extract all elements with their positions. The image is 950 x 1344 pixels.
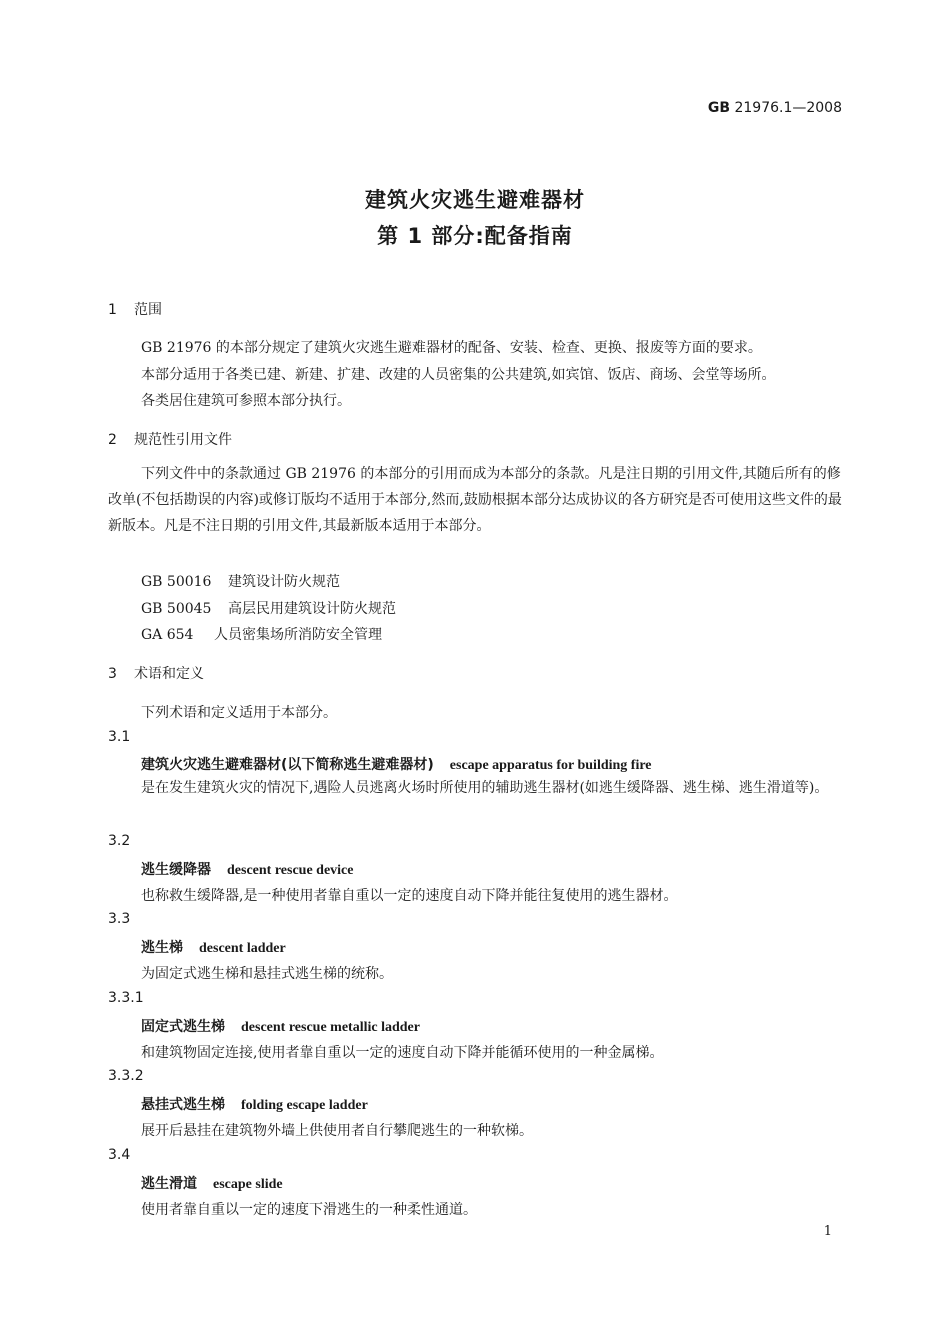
section-3-intro: 下列术语和定义适用于本部分。 <box>141 705 337 721</box>
ref-item: GB 50016 建筑设计防火规范 <box>141 574 340 590</box>
term-number: 3.1 <box>108 729 131 745</box>
page-number: 1 <box>823 1224 832 1239</box>
section-1-para-3: 各类居住建筑可参照本部分执行。 <box>141 393 351 409</box>
term-number: 3.2 <box>108 833 131 849</box>
section-2-heading: 2 规范性引用文件 <box>108 432 232 448</box>
term-heading: 逃生缓降器 descent rescue device <box>141 862 354 878</box>
term-number: 3.4 <box>108 1147 131 1163</box>
term-definition: 也称救生缓降器,是一种使用者靠自重以一定的速度自动下降并能往复使用的逃生器材。 <box>141 888 678 904</box>
term-number: 3.3 <box>108 911 131 927</box>
term-heading: 建筑火灾逃生避难器材(以下简称逃生避难器材) escape apparatus for building fire <box>141 757 652 773</box>
section-3-heading: 3 术语和定义 <box>108 666 204 682</box>
term-definition: 展开后悬挂在建筑物外墙上供使用者自行攀爬逃生的一种软梯。 <box>141 1123 533 1139</box>
doc-subtitle: 第 1 部分:配备指南 <box>377 224 573 248</box>
term-definition: 为固定式逃生梯和悬挂式逃生梯的统称。 <box>141 966 393 982</box>
section-2-para: 下列文件中的条款通过 GB 21976 的本部分的引用而成为本部分的条款。凡是注日期的引用文件,其随后所有的修改单(不包括勘误的内容)或修订版均不适用于本部分,然而,鼓励根据本部分达成协议的各方研究是否可使用这些文件的最新版本。凡是不注日期的引用文件,其最新版本适用于本部分。 <box>108 466 842 534</box>
term-number: 3.3.1 <box>108 990 144 1006</box>
ref-item: GB 50045 高层民用建筑设计防火规范 <box>141 601 396 617</box>
term-heading: 悬挂式逃生梯 folding escape ladder <box>141 1097 368 1113</box>
term-heading: 逃生梯 descent ladder <box>141 940 286 956</box>
ref-item: GA 654 人员密集场所消防安全管理 <box>141 627 382 643</box>
term-number: 3.3.2 <box>108 1068 144 1084</box>
term-heading: 固定式逃生梯 descent rescue metallic ladder <box>141 1019 420 1035</box>
section-1-para-1: GB 21976 的本部分规定了建筑火灾逃生避难器材的配备、安装、检查、更换、报废等方面的要求。 <box>141 340 762 356</box>
term-definition: 是在发生建筑火灾的情况下,遇险人员逃离火场时所使用的辅助逃生器材(如逃生缓降器、逃生梯、逃生滑道等)。 <box>141 780 829 796</box>
section-1-para-2: 本部分适用于各类已建、新建、扩建、改建的人员密集的公共建筑,如宾馆、饭店、商场、会堂等场所。 <box>141 367 776 383</box>
standard-code: GB 21976.1—2008 <box>707 100 842 116</box>
doc-title: 建筑火灾逃生避难器材 <box>365 188 585 212</box>
term-definition: 和建筑物固定连接,使用者靠自重以一定的速度自动下降并能循环使用的一种金属梯。 <box>141 1045 664 1061</box>
section-1-heading: 1 范围 <box>108 302 162 318</box>
term-heading: 逃生滑道 escape slide <box>141 1176 283 1192</box>
term-definition: 使用者靠自重以一定的速度下滑逃生的一种柔性通道。 <box>141 1202 477 1218</box>
